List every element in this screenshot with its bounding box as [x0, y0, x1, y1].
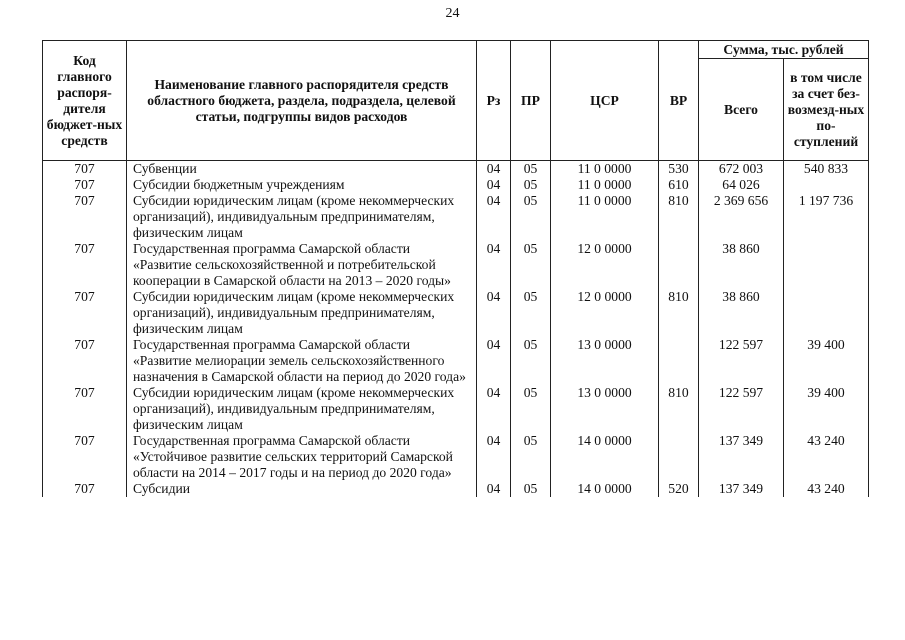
table-header [43, 41, 869, 161]
cell-name: Государственная программа Самарской области «Устойчивое развитие сельских территорий Самарской области на 2014 – 2017 годы и на период до 2020 года» [127, 433, 477, 481]
cell-free: 39 400 [784, 337, 869, 385]
cell-code: 707 [43, 433, 127, 481]
header-rz: Рз [477, 41, 511, 161]
cell-rz: 04 [477, 337, 511, 385]
cell-name: Субсидии юридическим лицам (кроме некоммерческих организаций), индивидуальным предпринимателям, физическим лицам [127, 289, 477, 337]
cell-csr: 14 0 0000 [551, 433, 659, 481]
cell-rz: 04 [477, 289, 511, 337]
table-row [43, 161, 869, 178]
cell-rz: 04 [477, 481, 511, 497]
cell-pr: 05 [511, 161, 551, 178]
cell-total: 122 597 [699, 385, 784, 433]
cell-csr: 12 0 0000 [551, 289, 659, 337]
header-free: в том числе за счет без-возмезд-ных по-ступлений [784, 59, 869, 161]
cell-vr [659, 433, 699, 481]
cell-code: 707 [43, 289, 127, 337]
cell-vr: 810 [659, 193, 699, 241]
cell-rz: 04 [477, 385, 511, 433]
budget-table [42, 40, 869, 497]
cell-free: 540 833 [784, 161, 869, 178]
cell-name: Субсидии юридическим лицам (кроме некоммерческих организаций), индивидуальным предпринимателям, физическим лицам [127, 385, 477, 433]
header-vr: ВР [659, 41, 699, 161]
cell-total: 137 349 [699, 433, 784, 481]
cell-vr [659, 241, 699, 289]
cell-free: 39 400 [784, 385, 869, 433]
cell-total: 38 860 [699, 289, 784, 337]
table-row [43, 385, 869, 433]
table-row [43, 241, 869, 289]
cell-pr: 05 [511, 337, 551, 385]
cell-csr: 11 0 0000 [551, 193, 659, 241]
table-row [43, 193, 869, 241]
cell-vr: 610 [659, 177, 699, 193]
cell-csr: 11 0 0000 [551, 177, 659, 193]
cell-free [784, 241, 869, 289]
cell-vr: 520 [659, 481, 699, 497]
cell-csr: 13 0 0000 [551, 337, 659, 385]
table-row [43, 337, 869, 385]
cell-vr: 810 [659, 289, 699, 337]
cell-total: 122 597 [699, 337, 784, 385]
cell-pr: 05 [511, 481, 551, 497]
cell-rz: 04 [477, 433, 511, 481]
table-body [43, 161, 869, 498]
cell-rz: 04 [477, 193, 511, 241]
cell-pr: 05 [511, 433, 551, 481]
cell-pr: 05 [511, 193, 551, 241]
cell-code: 707 [43, 177, 127, 193]
cell-code: 707 [43, 385, 127, 433]
table-row [43, 433, 869, 481]
cell-vr [659, 337, 699, 385]
cell-code: 707 [43, 161, 127, 178]
cell-total: 672 003 [699, 161, 784, 178]
cell-pr: 05 [511, 289, 551, 337]
header-code: Код главного распоря-дителя бюджет-ных средств [43, 41, 127, 161]
cell-code: 707 [43, 241, 127, 289]
cell-pr: 05 [511, 385, 551, 433]
cell-name: Государственная программа Самарской области «Развитие сельскохозяйственной и потребительской кооперации в Самарской области на 2013 – 2020 годы» [127, 241, 477, 289]
cell-vr: 810 [659, 385, 699, 433]
table-row [43, 177, 869, 193]
cell-free [784, 177, 869, 193]
cell-free: 43 240 [784, 433, 869, 481]
cell-rz: 04 [477, 177, 511, 193]
cell-code: 707 [43, 481, 127, 497]
table-row [43, 289, 869, 337]
cell-total: 2 369 656 [699, 193, 784, 241]
cell-free: 1 197 736 [784, 193, 869, 241]
header-csr: ЦСР [551, 41, 659, 161]
table-row [43, 481, 869, 497]
cell-pr: 05 [511, 241, 551, 289]
header-name: Наименование главного распорядителя средств областного бюджета, раздела, подраздела, целевой статьи, подгруппы видов расходов [127, 41, 477, 161]
cell-csr: 14 0 0000 [551, 481, 659, 497]
cell-name: Субсидии бюджетным учреждениям [127, 177, 477, 193]
page-number: 24 [445, 6, 460, 21]
cell-total: 64 026 [699, 177, 784, 193]
cell-name: Субсидии юридическим лицам (кроме некоммерческих организаций), индивидуальным предпринимателям, физическим лицам [127, 193, 477, 241]
cell-csr: 12 0 0000 [551, 241, 659, 289]
cell-pr: 05 [511, 177, 551, 193]
cell-csr: 11 0 0000 [551, 161, 659, 178]
cell-rz: 04 [477, 241, 511, 289]
cell-vr: 530 [659, 161, 699, 178]
cell-name: Государственная программа Самарской области «Развитие мелиорации земель сельскохозяйственного назначения в Самарской области на период до 2020 года» [127, 337, 477, 385]
cell-code: 707 [43, 337, 127, 385]
cell-free: 43 240 [784, 481, 869, 497]
cell-name: Субвенции [127, 161, 477, 178]
cell-name: Субсидии [127, 481, 477, 497]
cell-free [784, 289, 869, 337]
header-pr: ПР [511, 41, 551, 161]
cell-csr: 13 0 0000 [551, 385, 659, 433]
cell-code: 707 [43, 193, 127, 241]
header-total: Всего [699, 59, 784, 161]
cell-total: 38 860 [699, 241, 784, 289]
cell-total: 137 349 [699, 481, 784, 497]
header-sum-group: Сумма, тыс. рублей [699, 41, 869, 59]
cell-rz: 04 [477, 161, 511, 178]
